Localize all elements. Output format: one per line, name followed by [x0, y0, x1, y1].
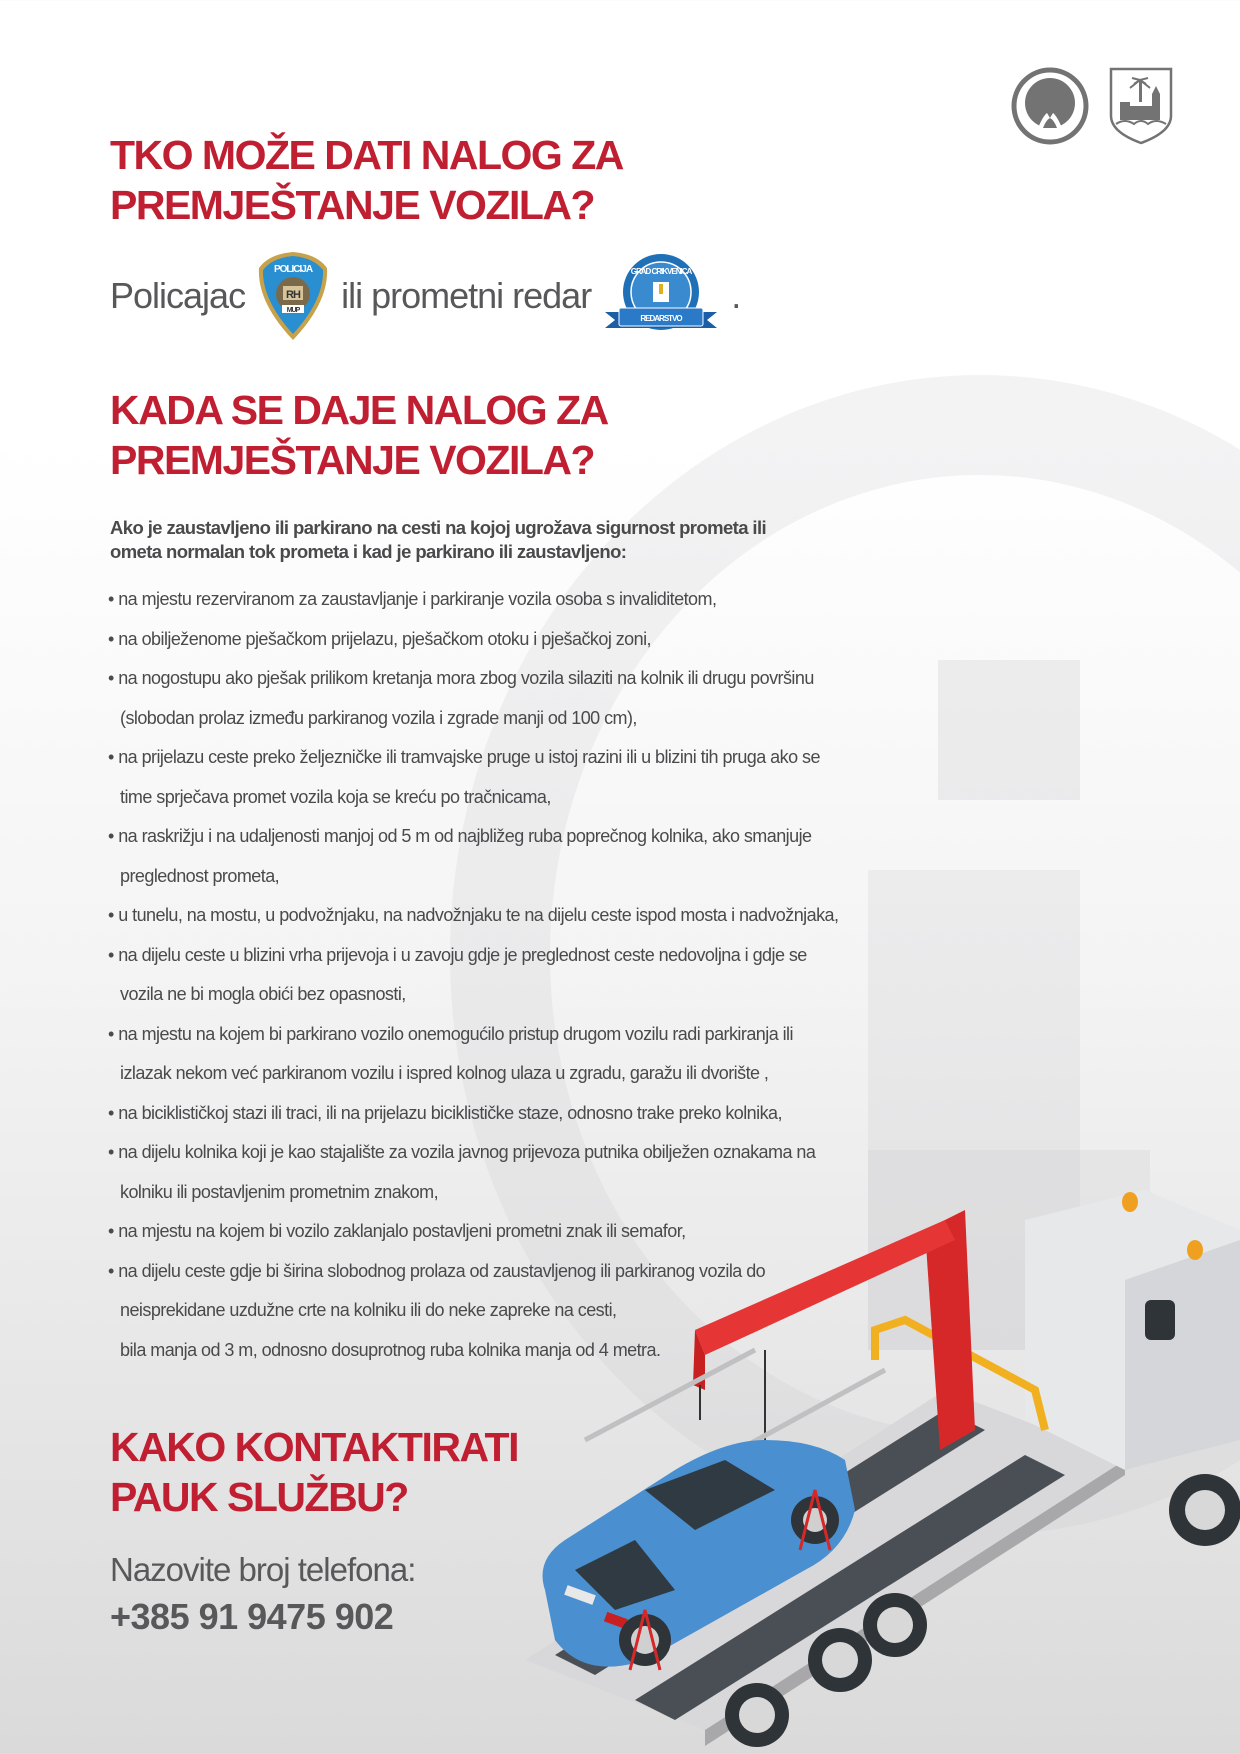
section-contact-title [110, 1422, 518, 1522]
list-item [108, 659, 948, 738]
list-item-text: • na dijelu ceste gdje bi širina slobodnog prolaza od zaustavljenog ili parkiranog vozila do [108, 1260, 766, 1281]
section-when-title [110, 385, 608, 485]
phone-number[interactable]: +385 91 9475 902 [110, 1596, 394, 1637]
list-item-continuation: izlazak nekom već parkiranom vozilu i ispred kolnog ulaza u zgradu, garažu ili dvorište , [120, 1063, 769, 1083]
svg-text:MUP: MUP [286, 307, 300, 314]
list-item-text: • na dijelu kolnika koji je kao stajalište za vozila javnog prijevoza putnika obilježen oznakama na [108, 1142, 816, 1162]
title-line: PREMJEŠTANJE VOZILA? [110, 182, 595, 228]
when-intro [110, 516, 870, 564]
title-line: TKO MOŽE DATI NALOG ZA [110, 132, 623, 178]
title-line: PAUK SLUŽBU? [110, 1474, 408, 1520]
list-item [108, 936, 948, 1015]
tow-truck-illustration [525, 1190, 1240, 1754]
police-badge-icon [255, 250, 331, 342]
list-item-text: • na prijelazu ceste preko željezničke ili tramvajske pruge u istoj razini ili u blizini tih pruga ako se [108, 747, 820, 767]
list-item [108, 580, 948, 620]
list-item-text: • na dijelu ceste u blizini vrha prijevoja i u zavoju gdje je preglednost ceste nedovoljna i gdje se [108, 944, 807, 965]
svg-text:RH: RH [286, 289, 301, 301]
call-text: Nazovite broj telefona: [110, 1551, 416, 1588]
list-item [108, 1094, 948, 1134]
end-punctuation: . [731, 275, 741, 316]
list-item-text: • na mjestu na kojem bi vozilo zaklanjalo postavljeni prometni znak ili semafor, [108, 1221, 686, 1241]
list-item-text: • na raskrižju i na udaljenosti manjoj od 5 m od najbližeg ruba poprečnog kolnika, ako smanjuje [108, 826, 812, 846]
title-line: PREMJEŠTANJE VOZILA? [110, 437, 595, 483]
list-item-text: • na nogostupu ako pješak prilikom kretanja mora zbog vozila silaziti na kolnik ili drugu površinu [108, 668, 814, 688]
who-line [110, 250, 740, 342]
list-item-continuation: bila manja od 3 m, odnosno dosuprotnog ruba kolnika manja od 4 metra. [120, 1339, 661, 1360]
section-who-title [110, 130, 623, 230]
list-item [108, 896, 948, 936]
list-item [108, 1015, 948, 1094]
list-item-text: • na mjestu na kojem bi parkirano vozilo onemogućilo pristup drugom vozilu radi parkiranja ili [108, 1023, 793, 1044]
intro-line: ometa normalan tok prometa i kad je parkirano ili zaustavljeno: [110, 541, 627, 562]
list-item-text: • na biciklističkoj stazi ili traci, ili na prijelazu biciklističke staze, odnosno trake preko kolnika, [108, 1102, 782, 1123]
warden-label: ili prometni redar [341, 275, 592, 316]
coat-of-arms-icon [1108, 66, 1174, 146]
list-item-text: • na obilježenome pješačkom prijelazu, pješačkom otoku i pješačkoj zoni, [108, 628, 652, 649]
header-logos [1010, 66, 1174, 146]
intro-line: Ako je zaustavljeno ili parkirano na cesti na kojoj ugrožava sigurnost prometa ili [110, 517, 767, 538]
list-item [108, 817, 948, 896]
info-watermark-dot [938, 660, 1080, 800]
title-line: KAKO KONTAKTIRATI [110, 1424, 518, 1470]
list-item-continuation: neisprekidane uzdužne crte na kolniku ili do neke zapreke na cesti, [120, 1300, 617, 1320]
list-item-continuation: time sprječava promet vozila koja se kreću po tračnicama, [120, 786, 551, 807]
list-item-text: • na mjestu rezerviranom za zaustavljanje i parkiranje vozila osoba s invaliditetom, [108, 589, 717, 609]
list-item-text: • u tunelu, na mostu, u podvožnjaku, na nadvožnjaku te na dijelu ceste ispod mosta i nadvožnjaka, [108, 905, 839, 925]
list-item-continuation: kolniku ili postavljenim prometnim znakom, [120, 1181, 439, 1202]
list-item-continuation: vozila ne bi mogla obići bez opasnosti, [120, 984, 406, 1004]
list-item [108, 738, 948, 817]
title-line: KADA SE DAJE NALOG ZA [110, 387, 608, 433]
list-item [108, 620, 948, 660]
police-label: Policajac [110, 275, 246, 316]
warden-badge-icon [601, 250, 721, 342]
svg-text:REDARSTVO: REDARSTVO [640, 314, 682, 323]
list-item-continuation: preglednost prometa, [120, 865, 280, 886]
svg-text:GRAD CRIKVENICA: GRAD CRIKVENICA [630, 267, 692, 276]
list-item-continuation: (slobodan prolaz između parkiranog vozila i zgrade manji od 100 cm), [120, 707, 637, 728]
tree-circle-logo-icon [1010, 66, 1090, 146]
svg-text:POLICIJA: POLICIJA [274, 264, 313, 275]
